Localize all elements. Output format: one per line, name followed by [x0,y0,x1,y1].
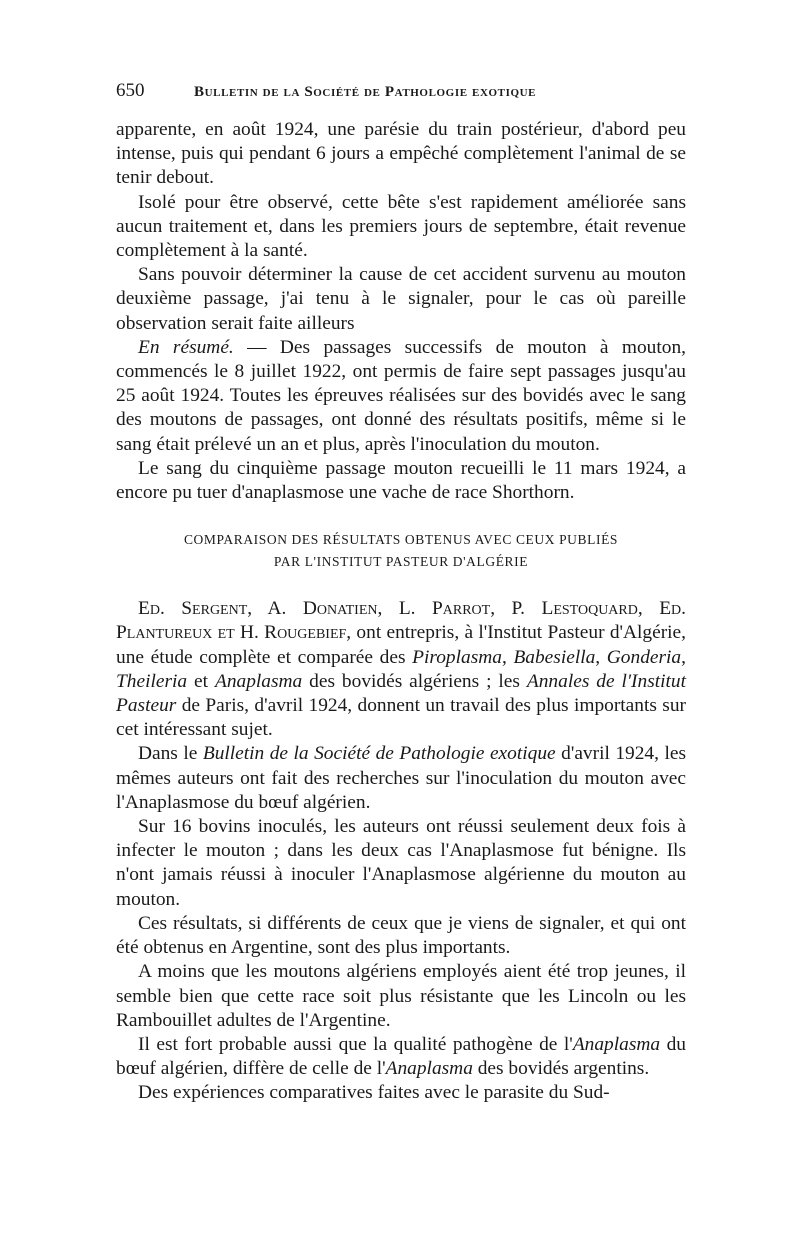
paragraph: Isolé pour être observé, cette bête s'est rapidement améliorée sans aucun traitement et, dans les premiers jours de septembre, était revenue complètement à la santé. [116,191,686,262]
paragraph: Des expériences comparatives faites avec le parasite du Sud- [138,1082,610,1104]
paragraph: Le sang du cinquième passage mouton recueilli le 11 mars 1924, a encore pu tuer d'anaplasmose une vache de race Shorthorn. [116,457,686,504]
running-header [116,80,706,102]
paragraph: apparente, en août 1924, une parésie du train postérieur, d'abord peu intense, puis qui pendant 6 jours a empêché complètement l'animal de se tenir debout. [116,119,686,189]
paragraph: A moins que les moutons algériens employés aient été trop jeunes, il semble bien que cette race soit plus résistante que les Lincoln ou les Rambouillet adultes de l'Argentine. [116,961,686,1031]
summary-lead: En résumé. [138,336,234,358]
page-number: 650 [116,80,145,101]
paragraph-summary: En résumé. — Des passages successifs de mouton à mouton, commencés le 8 juillet 1922, ont permis de faire sept passages jusqu'au 25 août 1924. Toutes les épreuves réalisées sur des bovidés avec le sang des moutons de passages, ont donné des résultats positifs, même si le sang était prélevé un an et plus, après l'inoculation du mouton. [116,336,686,455]
section-title [116,529,686,573]
section-title-line: COMPARAISON DES RÉSULTATS OBTENUS AVEC CEUX PUBLIÉS [183,532,619,548]
body-text [116,118,686,1106]
author-list: Ed. Sergent, A. Donatien, L. Parrot, P. Lestoquard, Ed. Plantureux et H. Rougebief [116,598,686,644]
paragraph: Il est fort probable aussi que la qualité pathogène de l'Anaplasma du bœuf algérien, diffère de celle de l'Anaplasma des bovidés argentins. [116,1033,686,1080]
running-title: Bulletin de la Société de Pathologie exotique [194,84,537,100]
section-title-line: PAR L'INSTITUT PASTEUR D'ALGÉRIE [273,554,529,570]
paragraph: Sans pouvoir déterminer la cause de cet accident survenu au mouton deuxième passage, j'ai tenu à le signaler, pour le cas où pareille observation serait faite ailleurs [116,264,686,334]
paragraph: Dans le Bulletin de la Société de Pathologie exotique d'avril 1924, les mêmes auteurs ont fait des recherches sur l'inoculation du mouton avec l'Anaplasmose du bœuf algérien. [116,743,687,813]
paragraph: Ces résultats, si différents de ceux que je viens de signaler, et qui ont été obtenus en Argentine, sont des plus importants. [116,912,686,959]
paragraph: Ed. Sergent, A. Donatien, L. Parrot, P. Lestoquard, Ed. Plantureux et H. Rougebief, ont entrepris, à l'Institut Pasteur d'Algérie, une étude complète et comparée des Piroplasma, Babesiella, Gonderia, Theileria et Anaplasma des bovidés algériens ; les Annales de l'Institut Pasteur de Paris, d'avril 1924, donnent un travail des plus importants sur cet intéressant sujet. [116,598,687,741]
paragraph: Sur 16 bovins inoculés, les auteurs ont réussi seulement deux fois à infecter le mouton ; dans les deux cas l'Anaplasmose fut bénigne. Ils n'ont jamais réussi à inoculer l'Anaplasmose algérienne du mouton au mouton. [116,816,686,910]
